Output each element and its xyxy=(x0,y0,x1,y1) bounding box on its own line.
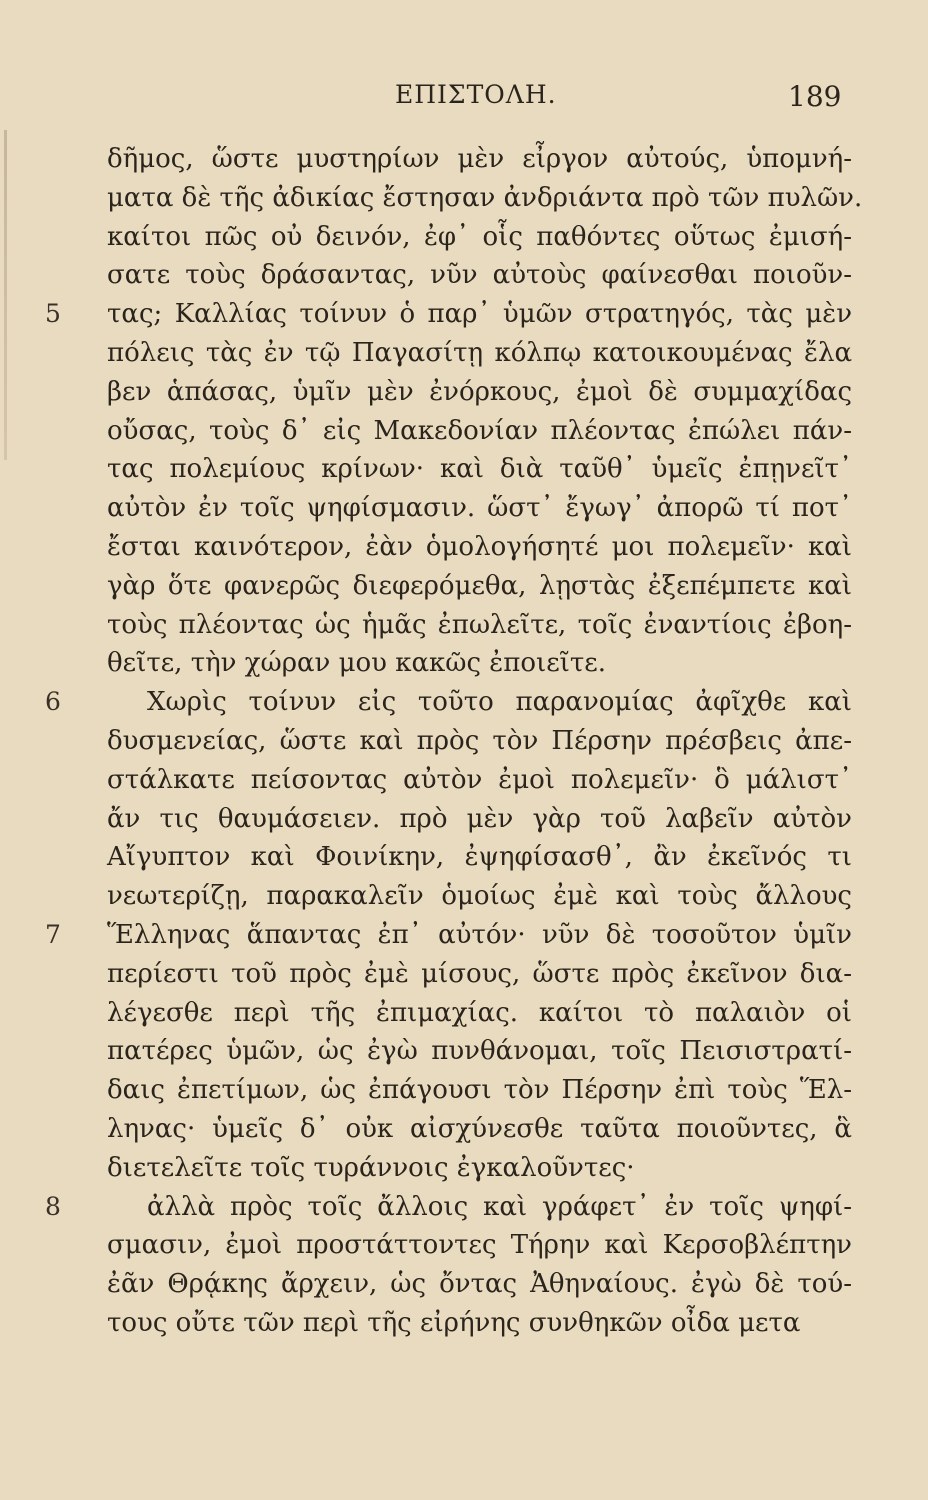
line-text: σατε τοὺς δράσαντας, νῦν αὐτοὺς φαίνεσθαι ποιοῦν- xyxy=(107,260,852,291)
text-line xyxy=(107,1032,852,1071)
text-line xyxy=(107,1226,852,1265)
line-text: τας πολεμίους κρίνων· καὶ διὰ ταῦθ᾽ ὑμεῖς ἐπῃνεῖτ᾽ xyxy=(107,454,852,485)
text-line xyxy=(45,916,852,955)
text-line xyxy=(107,1304,852,1343)
section-number: 5 xyxy=(45,299,61,329)
text-line xyxy=(107,218,852,257)
line-text: πόλεις τὰς ἐν τῷ Παγασίτῃ κόλπῳ κατοικουμένας ἔλα xyxy=(107,337,852,368)
text-line xyxy=(107,877,852,916)
line-text: ληνας· ὑμεῖς δ᾽ οὐκ αἰσχύνεσθε ταῦτα ποιοῦντες, ἃ xyxy=(107,1113,852,1144)
section-number: 6 xyxy=(45,687,61,717)
page-number: 189 xyxy=(788,80,842,113)
line-text: στάλκατε πείσοντας αὐτὸν ἐμοὶ πολεμεῖν· ὃ μάλιστ᾽ xyxy=(107,764,852,795)
text-line xyxy=(107,256,852,295)
text-line xyxy=(107,1149,852,1188)
line-text: ἀλλὰ πρὸς τοῖς ἄλλοις καὶ γράφετ᾽ ἐν τοῖς ψηφί- xyxy=(147,1191,852,1222)
body-text xyxy=(45,140,863,1343)
text-line xyxy=(107,1265,852,1304)
text-line xyxy=(107,334,852,373)
text-line xyxy=(107,800,852,839)
line-text: Ἕλληνας ἅπαντας ἐπ᾽ αὐτόν· νῦν δὲ τοσοῦτον ὑμῖν xyxy=(107,919,852,950)
page-edge-shadow xyxy=(4,130,7,460)
text-line xyxy=(107,761,852,800)
line-text: γὰρ ὅτε φανερῶς διεφερόμεθα, λῃστὰς ἐξεπέμπετε καὶ xyxy=(107,570,852,601)
line-text: ἄν τις θαυμάσειεν. πρὸ μὲν γὰρ τοῦ λαβεῖν αὐτὸν xyxy=(107,803,852,834)
text-line xyxy=(45,1188,852,1227)
text-line xyxy=(107,644,852,683)
text-line xyxy=(107,179,863,218)
line-text: λέγεσθε περὶ τῆς ἐπιμαχίας. καίτοι τὸ παλαιὸν οἱ xyxy=(107,997,852,1028)
text-line xyxy=(107,140,852,179)
line-text: θεῖτε, τὴν χώραν μου κακῶς ἐποιεῖτε. xyxy=(107,648,606,679)
line-text: διετελεῖτε τοῖς τυράννοις ἐγκαλοῦντες· xyxy=(107,1152,635,1183)
line-text: Αἴγυπτον καὶ Φοινίκην, ἐψηφίσασθ᾽, ἂν ἐκεῖνός τι xyxy=(107,842,852,873)
line-text: τας; Καλλίας τοίνυν ὁ παρ᾽ ὑμῶν στρατηγός, τὰς μὲν xyxy=(107,299,852,330)
page-header xyxy=(0,80,928,120)
text-line xyxy=(107,489,852,528)
text-line xyxy=(107,1071,852,1110)
line-text: οὔσας, τοὺς δ᾽ εἰς Μακεδονίαν πλέοντας ἐπώλει πάν- xyxy=(107,415,852,446)
text-line xyxy=(107,994,852,1033)
line-text: περίεστι τοῦ πρὸς ἐμὲ μίσους, ὥστε πρὸς ἐκεῖνον δια- xyxy=(107,958,852,989)
line-text: νεωτερίζῃ, παρακαλεῖν ὁμοίως ἐμὲ καὶ τοὺς ἄλλους xyxy=(107,881,852,912)
line-text: ματα δὲ τῆς ἀδικίας ἔστησαν ἀνδριάντα πρὸ τῶν πυλῶν. xyxy=(107,182,863,213)
line-text: αὐτὸν ἐν τοῖς ψηφίσμασιν. ὥστ᾽ ἔγωγ᾽ ἀπορῶ τί ποτ᾽ xyxy=(107,493,852,524)
text-line xyxy=(107,528,852,567)
running-title: ΕΠΙΣΤΟΛΗ. xyxy=(395,80,557,109)
text-line xyxy=(107,450,852,489)
line-text: καίτοι πῶς οὐ δεινόν, ἐφ᾽ οἷς παθόντες οὕτως ἐμισή- xyxy=(107,221,852,252)
text-line xyxy=(45,683,852,722)
line-text: δαις ἐπετίμων, ὡς ἐπάγουσι τὸν Πέρσην ἐπὶ τοὺς Ἕλ- xyxy=(107,1075,852,1106)
text-line xyxy=(107,955,852,994)
line-text: τοὺς πλέοντας ὡς ἡμᾶς ἐπωλεῖτε, τοῖς ἐναντίοις ἐβοη- xyxy=(107,609,852,640)
text-line xyxy=(107,412,852,451)
line-text: βεν ἁπάσας, ὑμῖν μὲν ἐνόρκους, ἐμοὶ δὲ συμμαχίδας xyxy=(107,376,852,407)
line-text: πατέρες ὑμῶν, ὡς ἐγὼ πυνθάνομαι, τοῖς Πεισιστρατί- xyxy=(107,1036,852,1067)
line-text: ἐᾶν Θρᾴκης ἄρχειν, ὡς ὄντας Ἀθηναίους. ἐγὼ δὲ τού- xyxy=(107,1269,852,1300)
line-text: σμασιν, ἐμοὶ προστάττοντες Τήρην καὶ Κερσοβλέπτην xyxy=(107,1230,852,1261)
text-line xyxy=(107,567,852,606)
text-line xyxy=(107,606,852,645)
text-line xyxy=(45,295,852,334)
line-text: ἔσται καινότερον, ἐὰν ὁμολογήσητέ μοι πολεμεῖν· καὶ xyxy=(107,531,852,562)
line-text: δῆμος, ὥστε μυστηρίων μὲν εἶργον αὐτούς, ὑπομνή- xyxy=(107,144,852,174)
text-line xyxy=(107,838,852,877)
line-text: τους οὔτε τῶν περὶ τῆς εἰρήνης συνθηκῶν οἶδα μετα xyxy=(107,1307,801,1338)
text-line xyxy=(107,373,852,412)
section-number: 8 xyxy=(45,1191,61,1221)
section-number: 7 xyxy=(45,919,61,949)
text-line xyxy=(107,1110,852,1149)
line-text: δυσμενείας, ὥστε καὶ πρὸς τὸν Πέρσην πρέσβεις ἀπε- xyxy=(107,725,852,756)
text-line xyxy=(107,722,852,761)
line-text: Χωρὶς τοίνυν εἰς τοῦτο παρανομίας ἀφῖχθε καὶ xyxy=(147,687,852,718)
